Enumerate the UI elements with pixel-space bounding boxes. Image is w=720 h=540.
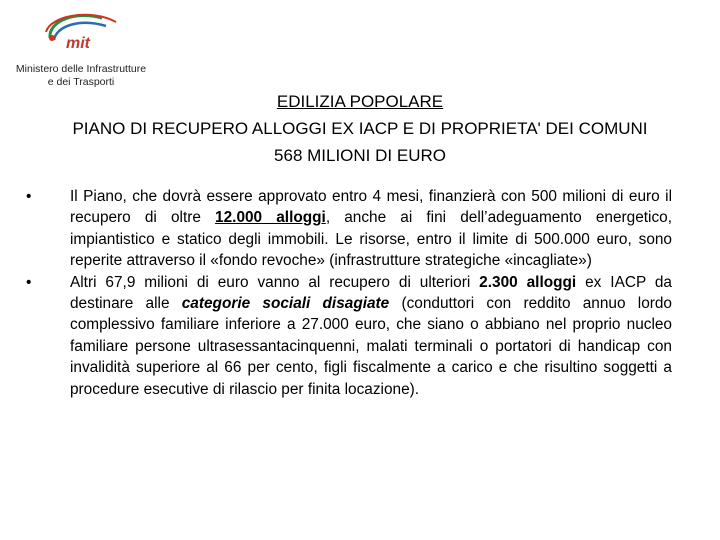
bullet-2-highlight: 2.300 alloggi [479, 273, 577, 291]
ministry-logo [40, 8, 120, 54]
bullet-1-highlight: 12.000 alloggi [215, 209, 326, 227]
page-title [40, 88, 680, 169]
logo-wordmark: mit [66, 35, 90, 52]
bullet-2-text-end: (conduttori con reddito annuo lordo complessivo familiare inferiore a 27.000 euro, che siano o abbiano nel proprio nucleo familiare persone ultrasessantacinquenni, malati terminali o portatori di handicap con invalidità superiore al 66 per cento, figli fiscalmente a carico e che risultino soggetti a procedure esecutive di rilascio per finita locazione). [70, 295, 672, 398]
ministry-name-line2: e dei Trasporti [47, 76, 115, 88]
bullet-2-text: Altri 67,9 milioni di euro vanno al recupero di ulteriori [70, 273, 480, 291]
bullet-2-text-cont: ex IACP da destinare alle [70, 273, 672, 313]
bullet-list [22, 186, 672, 400]
list-item [22, 186, 672, 272]
bullet-2-emphasis: categorie sociali disagiate [181, 295, 390, 313]
bullet-1-text-cont: , anche ai fini dell’adeguamento energetico, impiantistico e statico degli immobili. Le risorse, entro il limite di 500.000 euro, sono reperite attraverso il «fondo revoche» (infrastrutture strategiche «incagliate») [70, 209, 672, 270]
bullet-icon: • [26, 188, 32, 205]
list-item [22, 272, 672, 400]
bullet-1-text: Il Piano, che dovrà essere approvato entro 4 mesi, finanzierà con 500 milioni di euro il recupero di oltre [70, 188, 672, 227]
title-line-3: 568 MILIONI DI EURO [274, 146, 446, 165]
ministry-name-line1: Ministero delle Infrastrutture [15, 63, 147, 75]
ministry-name [2, 63, 160, 89]
bullet-icon: • [26, 273, 32, 291]
title-line-1: EDILIZIA POPOLARE [276, 92, 444, 111]
title-line-2: PIANO DI RECUPERO ALLOGGI EX IACP E DI PROPRIETA' DEI COMUNI [72, 119, 648, 138]
